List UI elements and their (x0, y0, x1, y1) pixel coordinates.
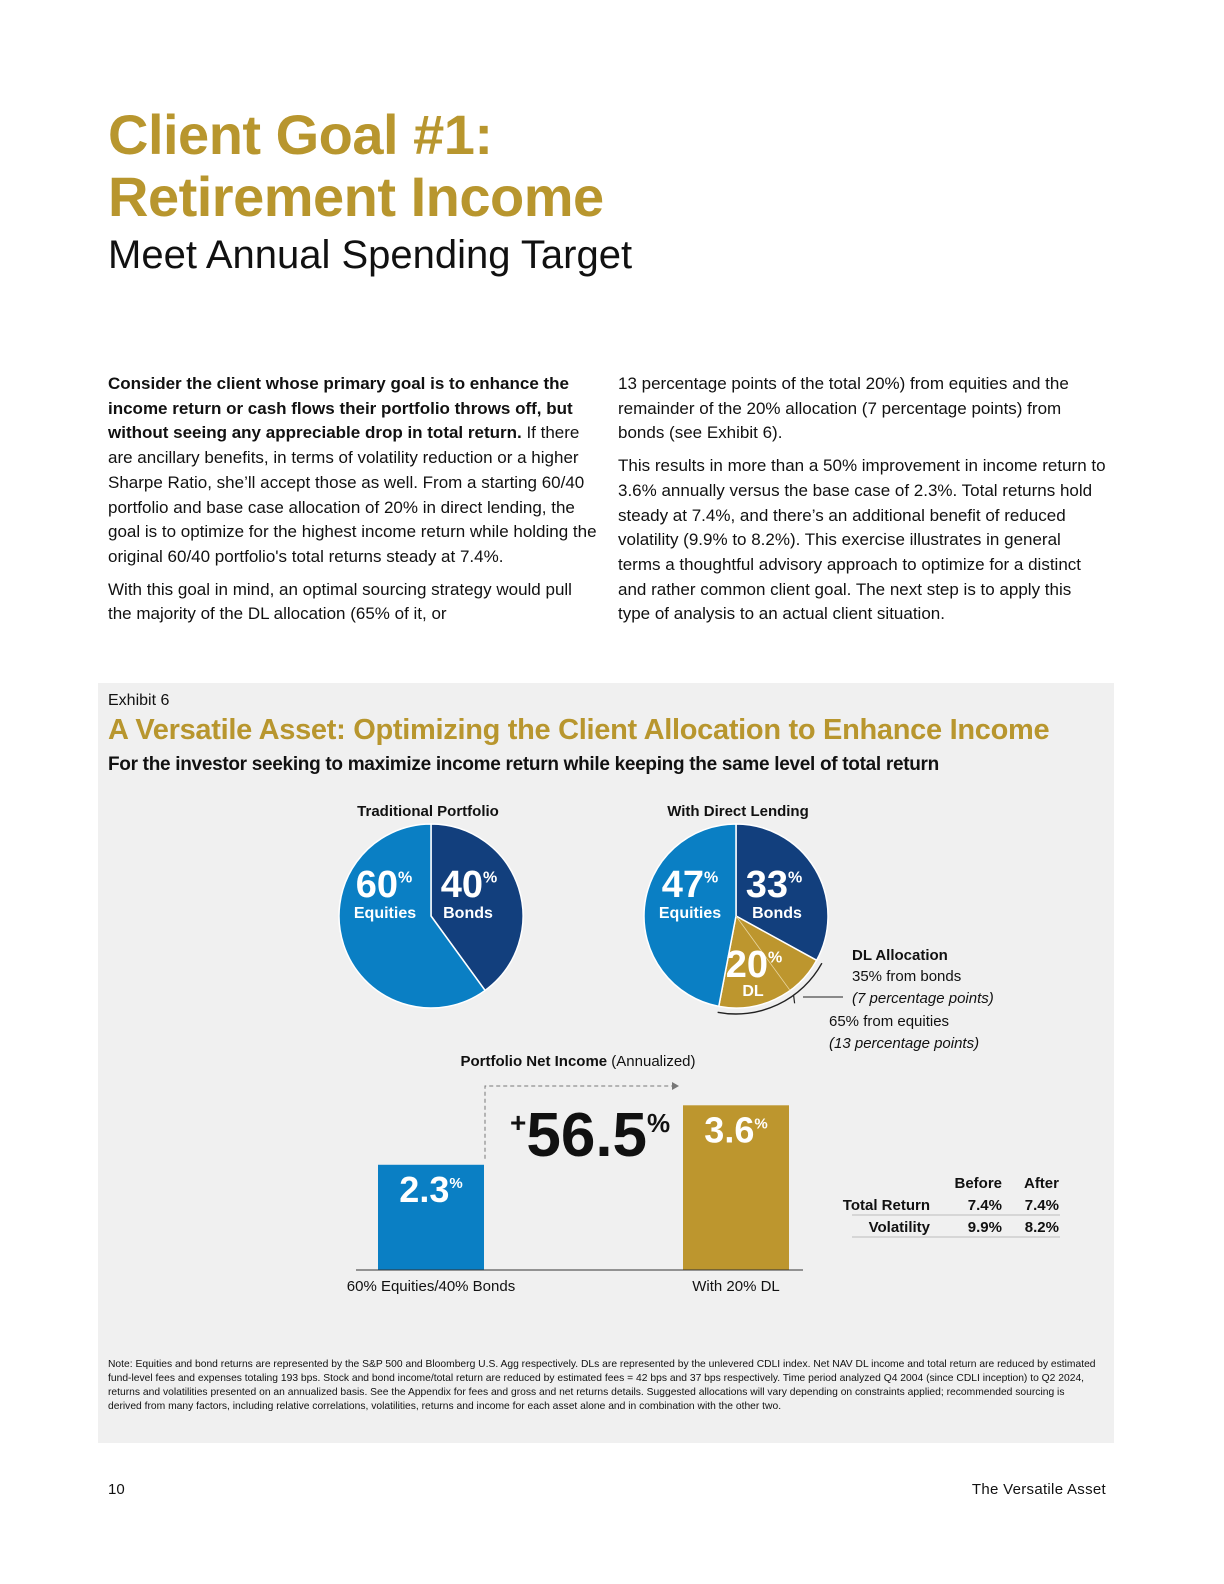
pie2-label-dl: DL (742, 983, 764, 1000)
pie1-label-bonds: Bonds (443, 905, 493, 922)
body-paragraph-3: 13 percentage points of the total 20%) from equities and the remainder of the 20% allocation (7 percentage points) from bonds (see Exhibit 6). (618, 374, 1069, 443)
dl-allocation-title: DL Allocation (852, 947, 948, 964)
pie1-label-equities: Equities (353, 905, 417, 922)
pie2-bracket-tick (794, 995, 795, 1003)
bar-chart-title: Portfolio Net Income (Annualized) (460, 1053, 696, 1070)
table-header-1: Before (954, 1175, 1002, 1192)
bar-change-arrowhead (672, 1082, 679, 1090)
dl-from-bonds-points: (7 percentage points) (852, 990, 994, 1007)
pie2-label-equities: Equities (658, 905, 722, 922)
body-column-right (618, 372, 1106, 635)
title-line-1: Client Goal #1: (108, 103, 493, 166)
pie2-value-bonds: 33% (745, 864, 803, 906)
lead-sentence: Consider the client whose primary goal is to enhance the income return or cash flows their portfolio throws off, but without seeing any appreciable drop in total return. (108, 374, 573, 443)
body-paragraph-1 (108, 372, 598, 570)
body-paragraph-4: This results in more than a 50% improvement in income return to 3.6% annually versus the base case of 2.3%. Total returns hold steady at 7.4%, and there’s an additional benefit of reduced volatility (9.9% to 8.2%). This exercise illustrates in general terms a thoughtful advisory approach to optimize for a distinct and rather common client goal. The next step is to apply this type of analysis to an actual client situation. (618, 456, 1106, 624)
table-cell-r0-c0: Total Return (842, 1197, 930, 1214)
title-line-2: Retirement Income (108, 165, 604, 228)
pie1-value-bonds: 40% (440, 864, 498, 906)
bar-value-1: 2.3% (399, 1168, 463, 1210)
body-column-left (108, 372, 598, 635)
exhibit-subtitle: For the investor seeking to maximize income return while keeping the same level of total return (108, 754, 939, 775)
bar-category-1: 60% Equities/40% Bonds (346, 1278, 516, 1295)
table-cell-r1-c1: 9.9% (967, 1219, 1002, 1236)
pie2-label-bonds: Bonds (752, 905, 802, 922)
bar-change-value: +56.5% (510, 1101, 671, 1170)
table-header-2: After (1023, 1175, 1059, 1192)
exhibit-note: Note: Equities and bond returns are represented by the S&P 500 and Bloomberg U.S. Agg respectively. DLs are represented by the unlevered CDLI index. Net NAV DL income and total return are reduced by estimated fund-level fees and expenses totaling 193 bps. Stock and bond income/total return are reduced by estimated fees = 42 bps and 37 bps respectively. Time period analyzed Q4 2004 (since CDLI inception) to Q2 2024, returns and volatilities presented on an annualized basis. See the Appendix for fees and gross and net returns details. Suggested allocations will vary depending on constraints applied; recommended sourcing is derived from many factors, including relative correlations, volatilities, returns and income for each asset alone and in combination with the other two. (108, 1359, 1096, 1412)
page-number: 10 (108, 1481, 125, 1498)
bar-value-2: 3.6% (704, 1109, 768, 1151)
bar-category-2: With 20% DL (692, 1278, 780, 1295)
table-cell-r0-c1: 7.4% (967, 1197, 1002, 1214)
dl-from-equities-points: (13 percentage points) (829, 1035, 980, 1052)
pie2-title: With Direct Lending (667, 803, 809, 820)
pie2-value-dl: 20% (725, 944, 783, 986)
table-cell-r1-c0: Volatility (868, 1219, 930, 1236)
dl-from-bonds: 35% from bonds (852, 968, 962, 985)
pie1-title: Traditional Portfolio (357, 803, 499, 820)
body-paragraph-1-text: If there are ancillary benefits, in terms of volatility reduction or a higher Sharpe Ratio, she’ll accept those as well. From a starting 60/40 portfolio and base case allocation of 20% in direct lending, the goal is to optimize for the highest income return while holding the original 60/40 portfolio's total returns steady at 7.4%. (108, 423, 597, 566)
pie2-value-equities: 47% (661, 864, 719, 906)
exhibit-title: A Versatile Asset: Optimizing the Client Allocation to Enhance Income (108, 714, 1050, 746)
exhibit-panel (98, 683, 1114, 1443)
page-subtitle: Meet Annual Spending Target (108, 233, 633, 277)
exhibit-label: Exhibit 6 (108, 692, 170, 709)
exhibit-charts (98, 683, 1114, 1343)
body-paragraph-2: With this goal in mind, an optimal sourcing strategy would pull the majority of the DL allocation (65% of it, or (108, 579, 572, 624)
table-cell-r1-c2: 8.2% (1024, 1219, 1059, 1236)
running-title: The Versatile Asset (971, 1481, 1106, 1498)
page-title (108, 104, 1008, 228)
table-cell-r0-c2: 7.4% (1024, 1197, 1059, 1214)
dl-from-equities: 65% from equities (829, 1013, 950, 1030)
pie1-value-equities: 60% (355, 864, 413, 906)
